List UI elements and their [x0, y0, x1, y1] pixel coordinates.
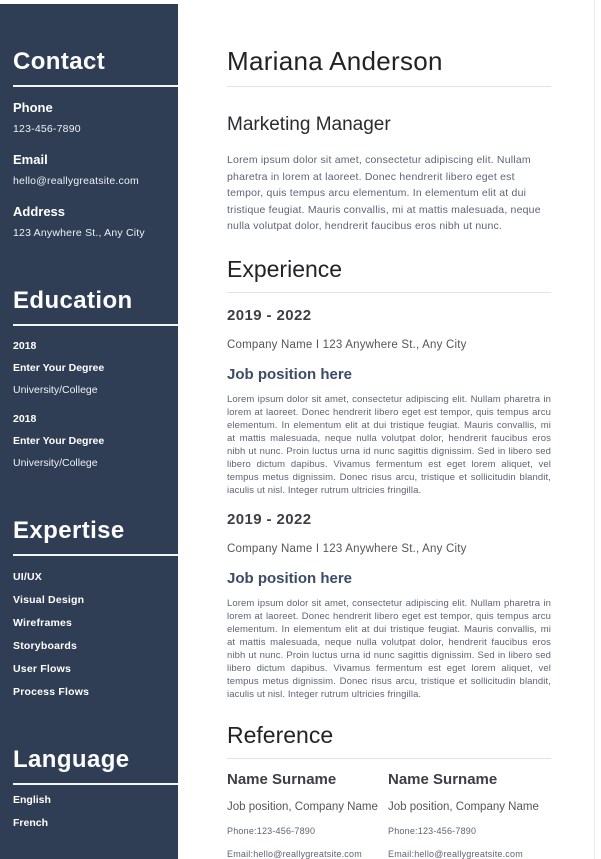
skill-item: User Flows [13, 663, 72, 675]
language-list [13, 794, 165, 829]
reference-name: Name Surname [388, 770, 498, 788]
reference-name: Name Surname [227, 770, 337, 788]
experience-job-title: Job position here [227, 365, 353, 383]
reference-card [388, 761, 551, 859]
experience-company: Company Name I 123 Anywhere St., Any City [227, 542, 467, 555]
phone-label: Phone [13, 100, 53, 115]
skill-item: Storyboards [13, 640, 78, 652]
education-school: University/College [13, 384, 98, 396]
contact-section-divider [13, 85, 178, 87]
experience-description: Lorem ipsum dolor sit amet, consectetur adipiscing elit. Nullam pharetra in lorem at laoreet. Donec hendrerit libero eget est tempor, quis tempus arcu elementum. In elementum elit at dui tristique feugiat. Mauris convallis, mi at mattis malesuada, neque nulla volutpat dolor, hendrerit faucibus eros nibh ut nunc. Proin luctus urna id nunc sagittis dignissim. Sed in libero sed libero dictum dapibus. Vivamus fermentum est eget lorem aliquet, vel tempus metus dignissim. Donec risus arcu, tristique et sollicitudin blandit, iaculis ut nisl. Integer rutrum ultricies fringilla. [227, 597, 551, 700]
reference-grid [227, 761, 551, 859]
experience-entry [227, 307, 551, 497]
skill-item: Process Flows [13, 686, 90, 698]
reference-email-value: hello@reallygreatsite.com [253, 848, 362, 859]
expertise-section [13, 517, 165, 698]
reference-phone [227, 826, 388, 836]
reference-email [227, 849, 388, 859]
skill-item: UI/UX [13, 571, 43, 583]
experience-period: 2019 - 2022 [227, 306, 312, 324]
reference-phone-value: 123-456-7890 [256, 825, 316, 836]
contact-section-title: Contact [13, 48, 106, 75]
profile-summary: Lorem ipsum dolor sit amet, consectetur adipiscing elit. Nullam pharetra in lorem at laoreet. Donec hendrerit libero eget est tempor, quis tempus arcu elementum. In elementum elit at dui tristique feugiat. Mauris convallis, mi at mattis malesuada, neque nulla volutpat dolor, hendrerit faucibus eros nibh ut nunc. [227, 154, 541, 232]
email-value: hello@reallygreatsite.com [13, 175, 139, 187]
contact-section [13, 48, 165, 239]
education-section-title: Education [13, 287, 133, 314]
language-item: French [13, 817, 49, 829]
resume-sidebar [0, 4, 178, 859]
education-degree: Enter Your Degree [13, 435, 105, 447]
experience-job-title: Job position here [227, 569, 353, 587]
reference-phone-value: 123-456-7890 [417, 825, 477, 836]
reference-position: Job position, Company Name [388, 800, 539, 813]
skill-list [13, 571, 165, 698]
reference-phone-label: Phone: [227, 825, 257, 836]
address-value: 123 Anywhere St., Any City [13, 227, 145, 239]
reference-section-title: Reference [227, 721, 334, 748]
reference-email [388, 849, 551, 859]
education-degree: Enter Your Degree [13, 362, 105, 374]
reference-phone-label: Phone: [388, 825, 418, 836]
language-item: English [13, 794, 51, 806]
skill-item: Visual Design [13, 594, 85, 606]
contact-item-phone [13, 100, 165, 135]
person-name: Mariana Anderson [227, 46, 443, 76]
education-year: 2018 [13, 413, 37, 425]
education-section [13, 287, 165, 469]
education-school: University/College [13, 457, 98, 469]
profession-title: Marketing Manager [227, 114, 391, 135]
education-entry [13, 413, 165, 469]
reference-email-label: Email: [388, 848, 415, 859]
skill-item: Wireframes [13, 617, 73, 629]
experience-section-title: Experience [227, 255, 343, 282]
resume-main [227, 0, 551, 859]
contact-item-address [13, 204, 165, 239]
page-edge-line [594, 0, 595, 859]
reference-divider [227, 758, 551, 759]
reference-card [227, 761, 388, 859]
expertise-section-title: Expertise [13, 517, 125, 544]
reference-email-label: Email: [227, 848, 254, 859]
reference-phone [388, 826, 551, 836]
experience-description: Lorem ipsum dolor sit amet, consectetur adipiscing elit. Nullam pharetra in lorem at laoreet. Donec hendrerit libero eget est tempor, quis tempus arcu elementum. In elementum elit at dui tristique feugiat. Mauris convallis, mi at mattis malesuada, neque nulla volutpat dolor, hendrerit faucibus eros nibh ut nunc. Proin luctus urna id nunc sagittis dignissim. Sed in libero sed libero dictum dapibus. Vivamus fermentum est eget lorem aliquet, vel tempus metus dignissim. Donec risus arcu, tristique et sollicitudin blandit, iaculis ut nisl. Integer rutrum ultricies fringilla. [227, 393, 551, 496]
reference-email-value: hello@reallygreatsite.com [414, 848, 523, 859]
email-label: Email [13, 152, 48, 167]
contact-item-email [13, 152, 165, 187]
name-divider [227, 86, 551, 87]
phone-value: 123-456-7890 [13, 123, 81, 135]
experience-period: 2019 - 2022 [227, 510, 312, 528]
reference-position: Job position, Company Name [227, 800, 378, 813]
address-label: Address [13, 204, 66, 219]
education-year: 2018 [13, 340, 37, 352]
expertise-section-divider [13, 554, 178, 556]
language-section-title: Language [13, 746, 130, 773]
experience-entry [227, 511, 551, 701]
experience-company: Company Name I 123 Anywhere St., Any City [227, 338, 467, 351]
education-entry [13, 340, 165, 396]
language-section [13, 746, 165, 829]
language-section-divider [13, 783, 178, 785]
experience-divider [227, 292, 551, 293]
education-section-divider [13, 324, 178, 326]
